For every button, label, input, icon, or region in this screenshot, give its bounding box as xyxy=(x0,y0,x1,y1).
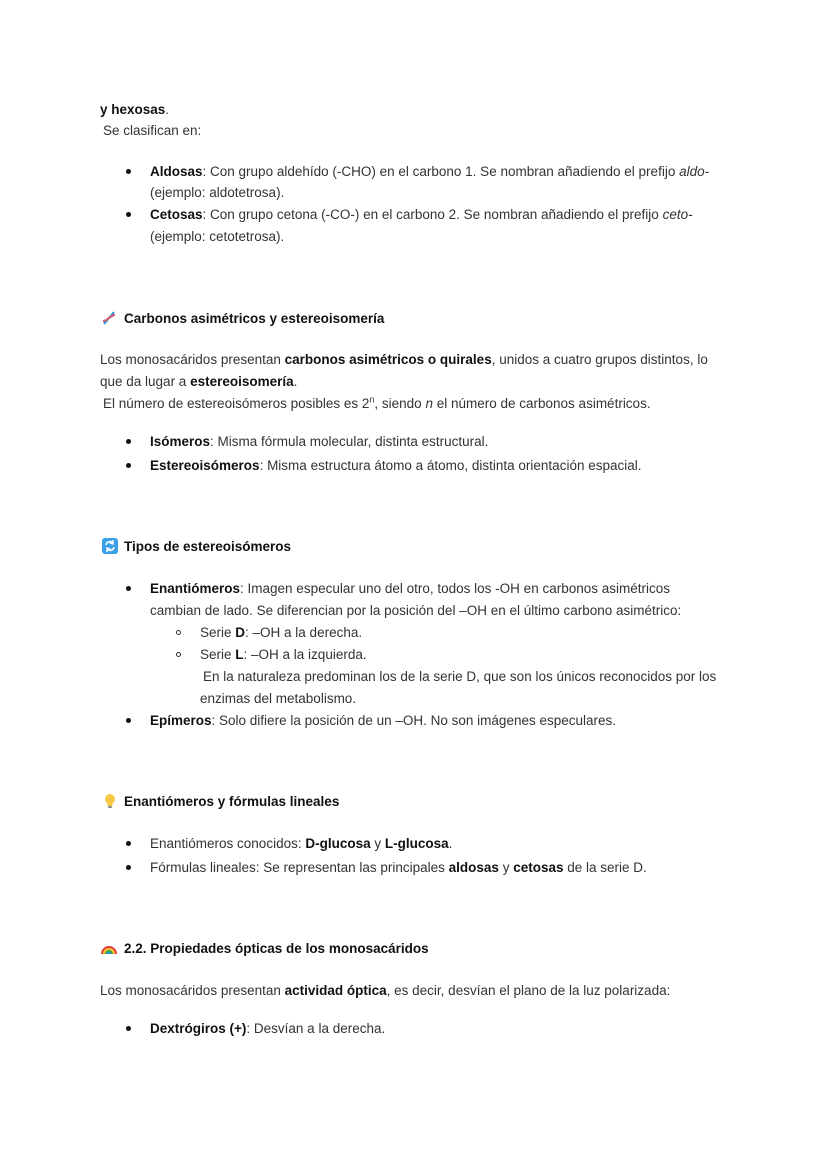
bullet-isomeros xyxy=(126,439,131,444)
circle-bullet-serie-d xyxy=(176,630,181,635)
formulas-lineales-item: Fórmulas lineales: Se representan las principales aldosas y cetosas de la serie D. xyxy=(150,860,647,875)
s1-para-line-3: El número de estereoisómeros posibles es 2$^n$, siendo n el número de carbonos asimétricos. xyxy=(103,394,651,411)
cetosas-line-2: (ejemplo: cetotetrosa). xyxy=(150,229,285,244)
epimeros-item: Epímeros: Solo difiere la posición de un –OH. No son imágenes especulares. xyxy=(150,713,617,728)
enantiomeros-line-1: Enantiómeros: Imagen especular uno del otro, todos los -OH en carbonos asimétricos xyxy=(150,581,671,596)
s4-para: Los monosacáridos presentan actividad óptica, es decir, desvían el plano de la luz polarizada: xyxy=(100,983,671,998)
rainbow-icon xyxy=(101,940,117,956)
bullet-formulas-lineales xyxy=(126,865,131,870)
dna-icon xyxy=(101,310,117,326)
lightbulb-icon xyxy=(102,793,118,809)
section-title-propiedades: 2.2. Propiedades ópticas de los monosacáridos xyxy=(124,941,429,956)
bullet-cetosas xyxy=(126,212,131,217)
s1-para-line-1: Los monosacáridos presentan carbonos asimétricos o quirales, unidos a cuatro grupos distintos, lo xyxy=(100,352,708,367)
bullet-dextrogiros xyxy=(126,1026,131,1031)
bullet-aldosas xyxy=(126,169,131,174)
bullet-epimeros xyxy=(126,718,131,723)
enantiomeros-line-2: cambian de lado. Se diferencian por la posición del –OH en el último carbono asimétrico: xyxy=(150,603,682,618)
serie-l-item: Serie L: –OH a la izquierda. xyxy=(200,647,367,662)
aldosas-line-2: (ejemplo: aldotetrosa). xyxy=(150,185,285,200)
section-title-carbonos: Carbonos asimétricos y estereoisomería xyxy=(124,311,385,326)
cetosas-line-1: Cetosas: Con grupo cetona (-CO-) en el carbono 2. Se nombran añadiendo el prefijo ceto- xyxy=(150,207,693,222)
estereoisomeros-item: Estereoisómeros: Misma estructura átomo a átomo, distinta orientación espacial. xyxy=(150,458,642,473)
serie-d-item: Serie D: –OH a la derecha. xyxy=(200,625,363,640)
naturaleza-line-2: enzimas del metabolismo. xyxy=(200,691,357,706)
circle-bullet-serie-l xyxy=(176,652,181,657)
section-title-tipos: Tipos de estereoisómeros xyxy=(124,539,292,554)
enantiomeros-conocidos-item: Enantiómeros conocidos: D-glucosa y L-glucosa. xyxy=(150,836,453,851)
bullet-enantiomeros xyxy=(126,586,131,591)
intro-line-2: Se clasifican en: xyxy=(103,123,202,138)
repeat-icon xyxy=(102,538,118,554)
naturaleza-line-1: En la naturaleza predominan los de la serie D, que son los únicos reconocidos por los xyxy=(203,669,717,684)
dextrogiros-item: Dextrógiros (+): Desvían a la derecha. xyxy=(150,1021,386,1036)
isomeros-item: Isómeros: Misma fórmula molecular, distinta estructural. xyxy=(150,434,489,449)
aldosas-line-1: Aldosas: Con grupo aldehído (-CHO) en el carbono 1. Se nombran añadiendo el prefijo aldo- xyxy=(150,164,710,179)
intro-line-1: y hexosas. xyxy=(100,102,170,117)
section-title-enantiomeros-formulas: Enantiómeros y fórmulas lineales xyxy=(124,794,340,809)
bullet-estereoisomeros xyxy=(126,463,131,468)
bullet-enantiomeros-conocidos xyxy=(126,841,131,846)
s1-para-line-2: que da lugar a estereoisomería. xyxy=(100,374,298,389)
